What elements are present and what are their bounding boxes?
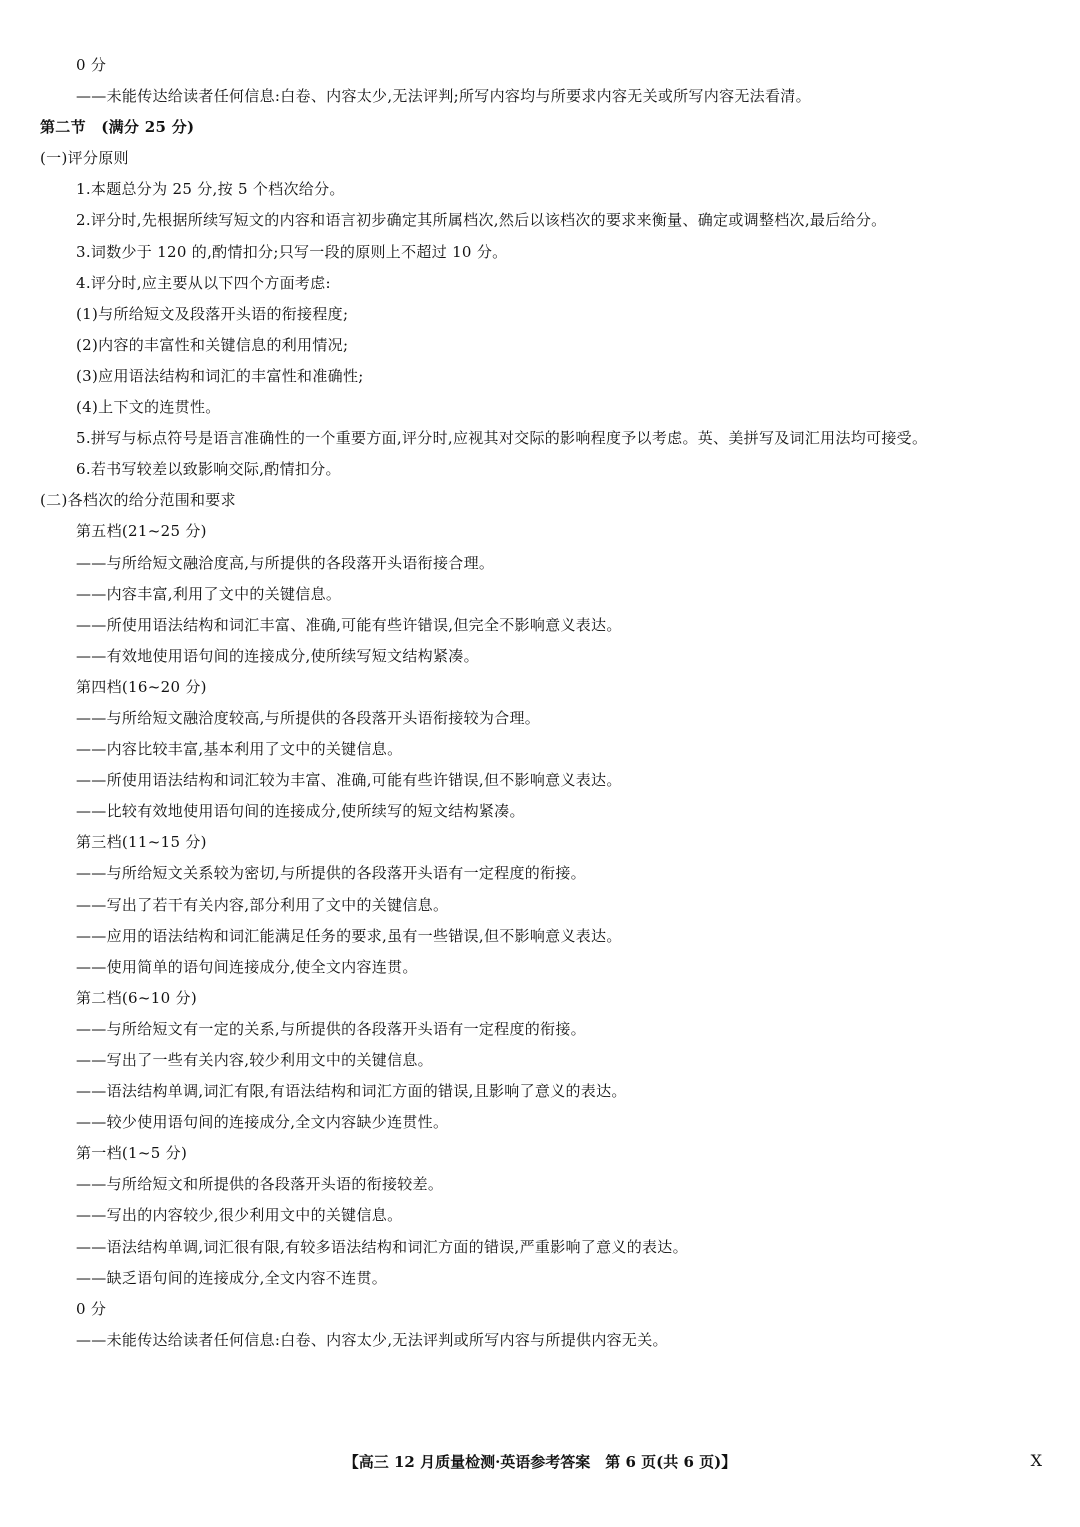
level-five-criterion: ——与所给短文融洽度高,与所提供的各段落开头语衔接合理。 (76, 553, 495, 572)
level-four-criterion: ——内容比较丰富,基本利用了文中的关键信息。 (76, 740, 403, 759)
level-three-heading: 第三档(11~15 分) (76, 833, 207, 852)
level-one-criterion: ——写出的内容较少,很少利用文中的关键信息。 (76, 1206, 403, 1225)
level-five-criterion: ——所使用语法结构和词汇丰富、准确,可能有些许错误,但完全不影响意义表达。 (76, 615, 622, 634)
level-three-criterion: ——使用简单的语句间连接成分,使全文内容连贯。 (76, 957, 418, 976)
level-three-criterion: ——与所给短文关系较为密切,与所提供的各段落开头语有一定程度的衔接。 (76, 864, 586, 883)
level-one-heading: 第一档(1~5 分) (76, 1144, 188, 1163)
aspect-item-2: (2)内容的丰富性和关键信息的利用情况; (76, 335, 349, 354)
score-zero-description: ——未能传达给读者任何信息:白卷、内容太少,无法评判;所写内容均与所要求内容无关或所写内容无法看清。 (76, 87, 811, 106)
principle-item-4: 4.评分时,应主要从以下四个方面考虑: (76, 273, 331, 292)
level-four-criterion: ——比较有效地使用语句间的连接成分,使所续写的短文结构紧凑。 (76, 802, 525, 821)
aspect-item-4: (4)上下文的连贯性。 (76, 398, 221, 417)
level-two-criterion: ——写出了一些有关内容,较少利用文中的关键信息。 (76, 1051, 433, 1069)
level-one-criterion: ——语法结构单调,词汇很有限,有较多语法结构和词汇方面的错误,严重影响了意义的表达。 (76, 1237, 688, 1256)
level-five-criterion: ——有效地使用语句间的连接成分,使所续写短文结构紧凑。 (76, 646, 479, 665)
section-two-heading: 第二节 (满分 25 分) (40, 118, 195, 137)
principle-item-6: 6.若书写较差以致影响交际,酌情扣分。 (76, 460, 341, 479)
aspect-item-1: (1)与所给短文及段落开头语的衔接程度; (76, 304, 349, 323)
level-two-criterion: ——语法结构单调,词汇有限,有语法结构和词汇方面的错误,且影响了意义的表达。 (76, 1082, 627, 1101)
level-one-criterion: ——缺乏语句间的连接成分,全文内容不连贯。 (76, 1268, 388, 1287)
level-five-criterion: ——内容丰富,利用了文中的关键信息。 (76, 584, 342, 603)
level-four-criterion: ——所使用语法结构和词汇较为丰富、准确,可能有些许错误,但不影响意义表达。 (76, 771, 622, 790)
level-three-criterion: ——写出了若干有关内容,部分利用了文中的关键信息。 (76, 895, 449, 914)
level-one-criterion: ——与所给短文和所提供的各段落开头语的衔接较差。 (76, 1175, 444, 1194)
principle-item-3: 3.词数少于 120 的,酌情扣分;只写一段的原则上不超过 10 分。 (76, 242, 508, 261)
footer-version-mark: X (1030, 1451, 1042, 1470)
level-four-heading: 第四档(16~20 分) (76, 677, 207, 696)
level-zero-heading: 0 分 (76, 1299, 107, 1318)
level-four-criterion: ——与所给短文融洽度较高,与所提供的各段落开头语衔接较为合理。 (76, 708, 541, 727)
subsection-principles-heading: (一)评分原则 (40, 149, 129, 168)
level-two-criterion: ——较少使用语句间的连接成分,全文内容缺少连贯性。 (76, 1113, 449, 1132)
score-zero-label: 0 分 (76, 56, 107, 74)
level-five-heading: 第五档(21~25 分) (76, 522, 207, 541)
aspect-item-3: (3)应用语法结构和词汇的丰富性和准确性; (76, 366, 364, 385)
principle-item-5: 5.拼写与标点符号是语言准确性的一个重要方面,评分时,应视其对交际的影响程度予以考虑。英、美拼写及词汇用法均可接受。 (76, 429, 928, 448)
level-three-criterion: ——应用的语法结构和词汇能满足任务的要求,虽有一些错误,但不影响意义表达。 (76, 926, 622, 945)
level-zero-criterion: ——未能传达给读者任何信息:白卷、内容太少,无法评判或所写内容与所提供内容无关。 (76, 1330, 668, 1349)
page-footer: 【高三 12 月质量检测·英语参考答案 第 6 页(共 6 页)】 (343, 1453, 737, 1471)
level-two-criterion: ——与所给短文有一定的关系,与所提供的各段落开头语有一定程度的衔接。 (76, 1019, 586, 1038)
principle-item-2: 2.评分时,先根据所续写短文的内容和语言初步确定其所属档次,然后以该档次的要求来衡量、确定或调整档次,最后给分。 (76, 211, 887, 230)
subsection-levels-heading: (二)各档次的给分范围和要求 (40, 491, 236, 510)
document-body (40, 50, 1050, 1356)
principle-item-1: 1.本题总分为 25 分,按 5 个档次给分。 (76, 180, 345, 199)
level-two-heading: 第二档(6~10 分) (76, 988, 197, 1007)
